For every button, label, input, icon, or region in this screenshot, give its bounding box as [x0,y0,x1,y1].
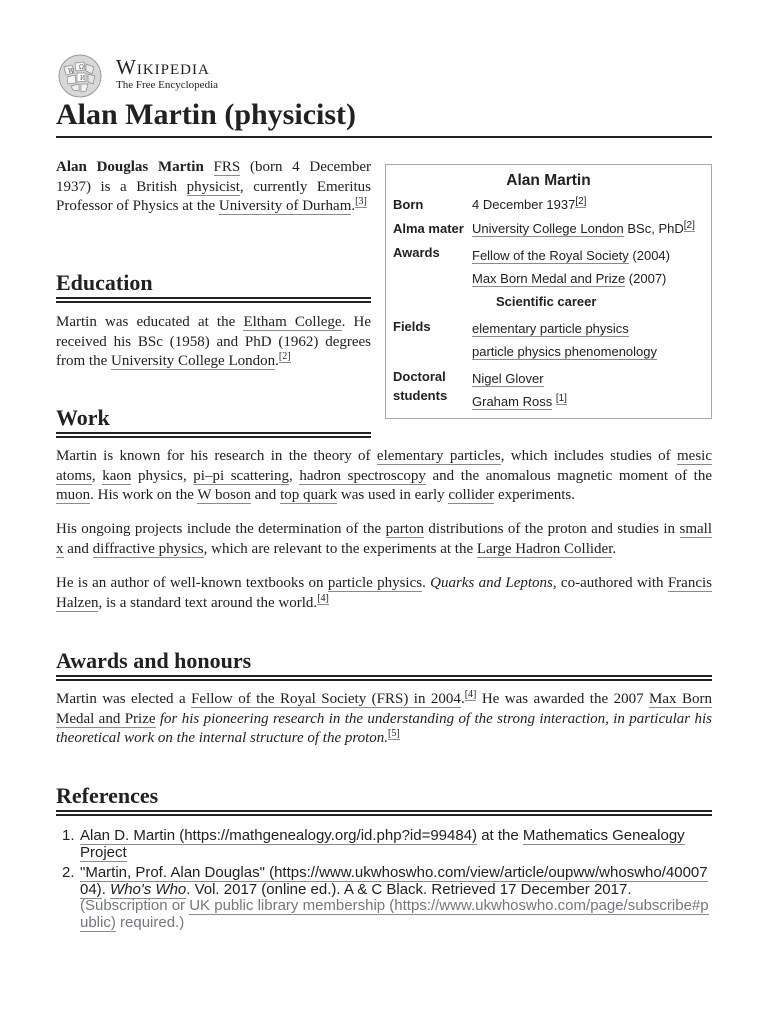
education-text-2: . He received his BSc (1958) and PhD (1962) degrees from the [56,314,371,369]
infobox-label-born: Born [393,197,424,212]
work-text: physics, [131,467,194,484]
awards-paragraph [56,690,712,749]
awards-text: Martin was elected a [56,691,192,707]
link-pi-pi-scattering[interactable]: pi–pi scattering [193,467,290,484]
link-parton[interactable]: parton [385,521,424,537]
award-1-year: (2004) [628,248,670,263]
link-ukwhoswho-article[interactable]: "Martin, Prof. Alan Douglas" (https://www.ukwhoswho.com/view/article/oupww/whoswho/4000704) [80,864,708,898]
work-text: He is an author of well-known textbooks on [56,575,328,591]
work-text: . His work on the [90,487,198,503]
infobox-value-field-1 [472,319,629,338]
link-collider[interactable]: collider [448,487,495,503]
link-nigel-glover[interactable]: Nigel Glover [472,371,544,386]
link-ucl[interactable]: University College London [110,353,276,369]
link-elementary-particle-physics[interactable]: elementary particle physics [472,321,629,336]
references-list [56,828,712,935]
reference-text: at the [477,827,523,844]
work-paragraph-1 [56,447,712,506]
work-text: , [289,467,300,484]
infobox-section-scientific-career: Scientific career [496,294,597,309]
work-text: . [612,540,617,557]
infobox-value-student-2 [472,392,567,411]
link-ucl-infobox[interactable]: University College London [472,221,624,236]
awards-divider [56,675,712,681]
link-university-of-durham[interactable]: University of Durham [218,198,352,214]
intro-paragraph [56,158,371,217]
infobox-value-award-1 [472,246,670,265]
work-text: and [63,540,93,557]
work-text: , co-authored with [552,575,668,591]
link-whos-who[interactable]: Who's Who [110,880,187,898]
reference-number: 1. [62,827,75,844]
citation-5[interactable]: [5] [388,728,400,739]
link-mathematics-genealogy-project[interactable]: Mathematics Genealogy Project [80,827,685,861]
link-particle-physics[interactable]: particle physics [327,575,423,591]
award-2-year: (2007) [625,271,667,286]
infobox-value-student-1 [472,369,544,388]
page-title: Alan Martin (physicist) [56,98,356,131]
link-graham-ross[interactable]: Graham Ross [472,394,553,409]
link-diffractive-physics[interactable]: diffractive physics [92,540,204,557]
work-paragraph-2 [56,520,712,559]
infobox-label-students: students [393,388,448,403]
link-particle-physics-phenomenology[interactable]: particle physics phenomenology [472,344,657,359]
reference-item-2 [56,865,712,931]
link-fellow-royal-society[interactable]: Fellow of the Royal Society [472,248,629,263]
work-divider [56,432,371,438]
heading-awards-and-honours: Awards and honours [56,648,252,673]
link-max-born-medal-prize[interactable]: Max Born Medal and Prize [56,691,712,727]
work-text: experiments. [494,487,575,503]
subscription-text: (Subscription or [80,897,190,914]
link-mesic-atoms[interactable]: mesic atoms [56,448,712,484]
title-divider [56,136,712,138]
education-divider [56,297,371,303]
infobox-label-alma-mater: Alma mater [393,221,464,236]
link-w-boson[interactable]: W boson [197,487,251,503]
link-frs[interactable]: FRS [213,159,241,175]
subscription-text: required.) [115,913,185,931]
education-paragraph [56,313,371,372]
infobox-value-award-2 [472,269,666,288]
subject-name: Alan Douglas Martin [56,159,204,175]
citation-3[interactable]: [3] [355,196,367,207]
awards-text: . [460,691,465,707]
intro-text-2: , currently Emeritus Professor of Physics at the [56,178,372,214]
book-title: Quarks and Leptons [430,575,553,591]
infobox [385,164,712,419]
link-eltham-college[interactable]: Eltham College [243,314,342,330]
intro-text-1: (born 4 December 1937) is a British [56,159,372,195]
infobox-value-born [472,195,586,214]
citation-2-born[interactable]: [2] [575,195,587,207]
link-francis-halzen[interactable]: Francis Halzen [56,575,712,611]
wikipedia-globe-icon[interactable] [56,53,106,99]
link-large-hadron-collider[interactable]: Large Hadron Collider [476,540,613,557]
citation-4-awards[interactable]: [4] [464,689,477,700]
born-date: 4 December 1937 [472,197,576,212]
link-top-quark[interactable]: top quark [280,487,338,503]
reference-number: 2. [62,864,75,881]
heading-references: References [56,783,159,808]
work-text: was used in early [337,487,449,503]
link-elementary-particles[interactable]: elementary particles [376,448,501,464]
svg-text:И: И [80,75,86,82]
work-text: , is a standard text around the world. [98,594,318,611]
infobox-label-doctoral: Doctoral [393,369,446,384]
link-mathgenealogy[interactable]: Alan D. Martin (https://mathgenealogy.org/id.php?id=99484) [80,827,478,844]
awards-citation-quote: for his pioneering research in the understanding of the strong interaction, in particular his theoretical work on the internal structure of the proton. [56,710,712,746]
link-muon[interactable]: muon [56,487,91,503]
citation-1[interactable]: [1] [555,392,567,404]
citation-2-alma[interactable]: [2] [683,219,695,231]
education-text-1: Martin was educated at the [56,314,244,330]
infobox-label-fields: Fields [393,319,431,334]
work-text: . [422,575,431,591]
intro-text-3: . [351,198,356,214]
subscription-note [80,897,709,932]
education-text-3: . [275,353,279,369]
citation-2-education[interactable]: [2] [278,351,291,362]
work-text: distributions of the proton and studies in [423,521,680,537]
infobox-label-awards: Awards [393,245,440,260]
work-text: His ongoing projects include the determination of the [56,521,386,537]
heading-work: Work [56,405,110,430]
work-text: and [250,487,281,503]
svg-text:Ω: Ω [79,64,84,71]
awards-text: He was awarded the 2007 [476,691,650,707]
link-frs-2004[interactable]: Fellow of the Royal Society (FRS) in 2004 [191,691,461,707]
work-text: , which includes studies of [500,448,677,464]
reference-text: . [101,880,111,898]
work-text: and the anomalous magnetic moment of the [425,467,712,484]
link-max-born-medal[interactable]: Max Born Medal and Prize [472,271,626,286]
reference-text: . Vol. 2017 (online ed.). A & C Black. Retrieved 17 December 2017. [186,880,632,898]
heading-education: Education [56,270,153,295]
citation-4[interactable]: [4] [317,592,329,604]
reference-item-1 [56,828,712,861]
link-kaon[interactable]: kaon [102,467,132,484]
references-divider [56,810,712,816]
svg-text:W: W [68,68,75,75]
link-physicist[interactable]: physicist [186,178,240,195]
work-paragraph-3 [56,574,712,613]
wikipedia-tagline: The Free Encyclopedia [116,79,219,91]
link-small-x[interactable]: small x [56,521,712,557]
infobox-title: Alan Martin [506,172,591,189]
wikipedia-wordmark[interactable]: Wikipedia [116,55,210,79]
alma-degrees: BSc, PhD [623,221,684,236]
work-text: Martin is known for his research in the theory of [56,448,377,464]
link-hadron-spectroscopy[interactable]: hadron spectroscopy [299,467,426,484]
work-text: , which are relevant to the experiments at the [203,540,477,557]
infobox-value-alma-mater [472,219,695,238]
work-text: , [91,467,103,484]
link-uk-public-library-membership[interactable]: UK public library membership (https://www.ukwhoswho.com/page/subscribe#public) [80,897,709,931]
infobox-value-field-2 [472,342,657,361]
